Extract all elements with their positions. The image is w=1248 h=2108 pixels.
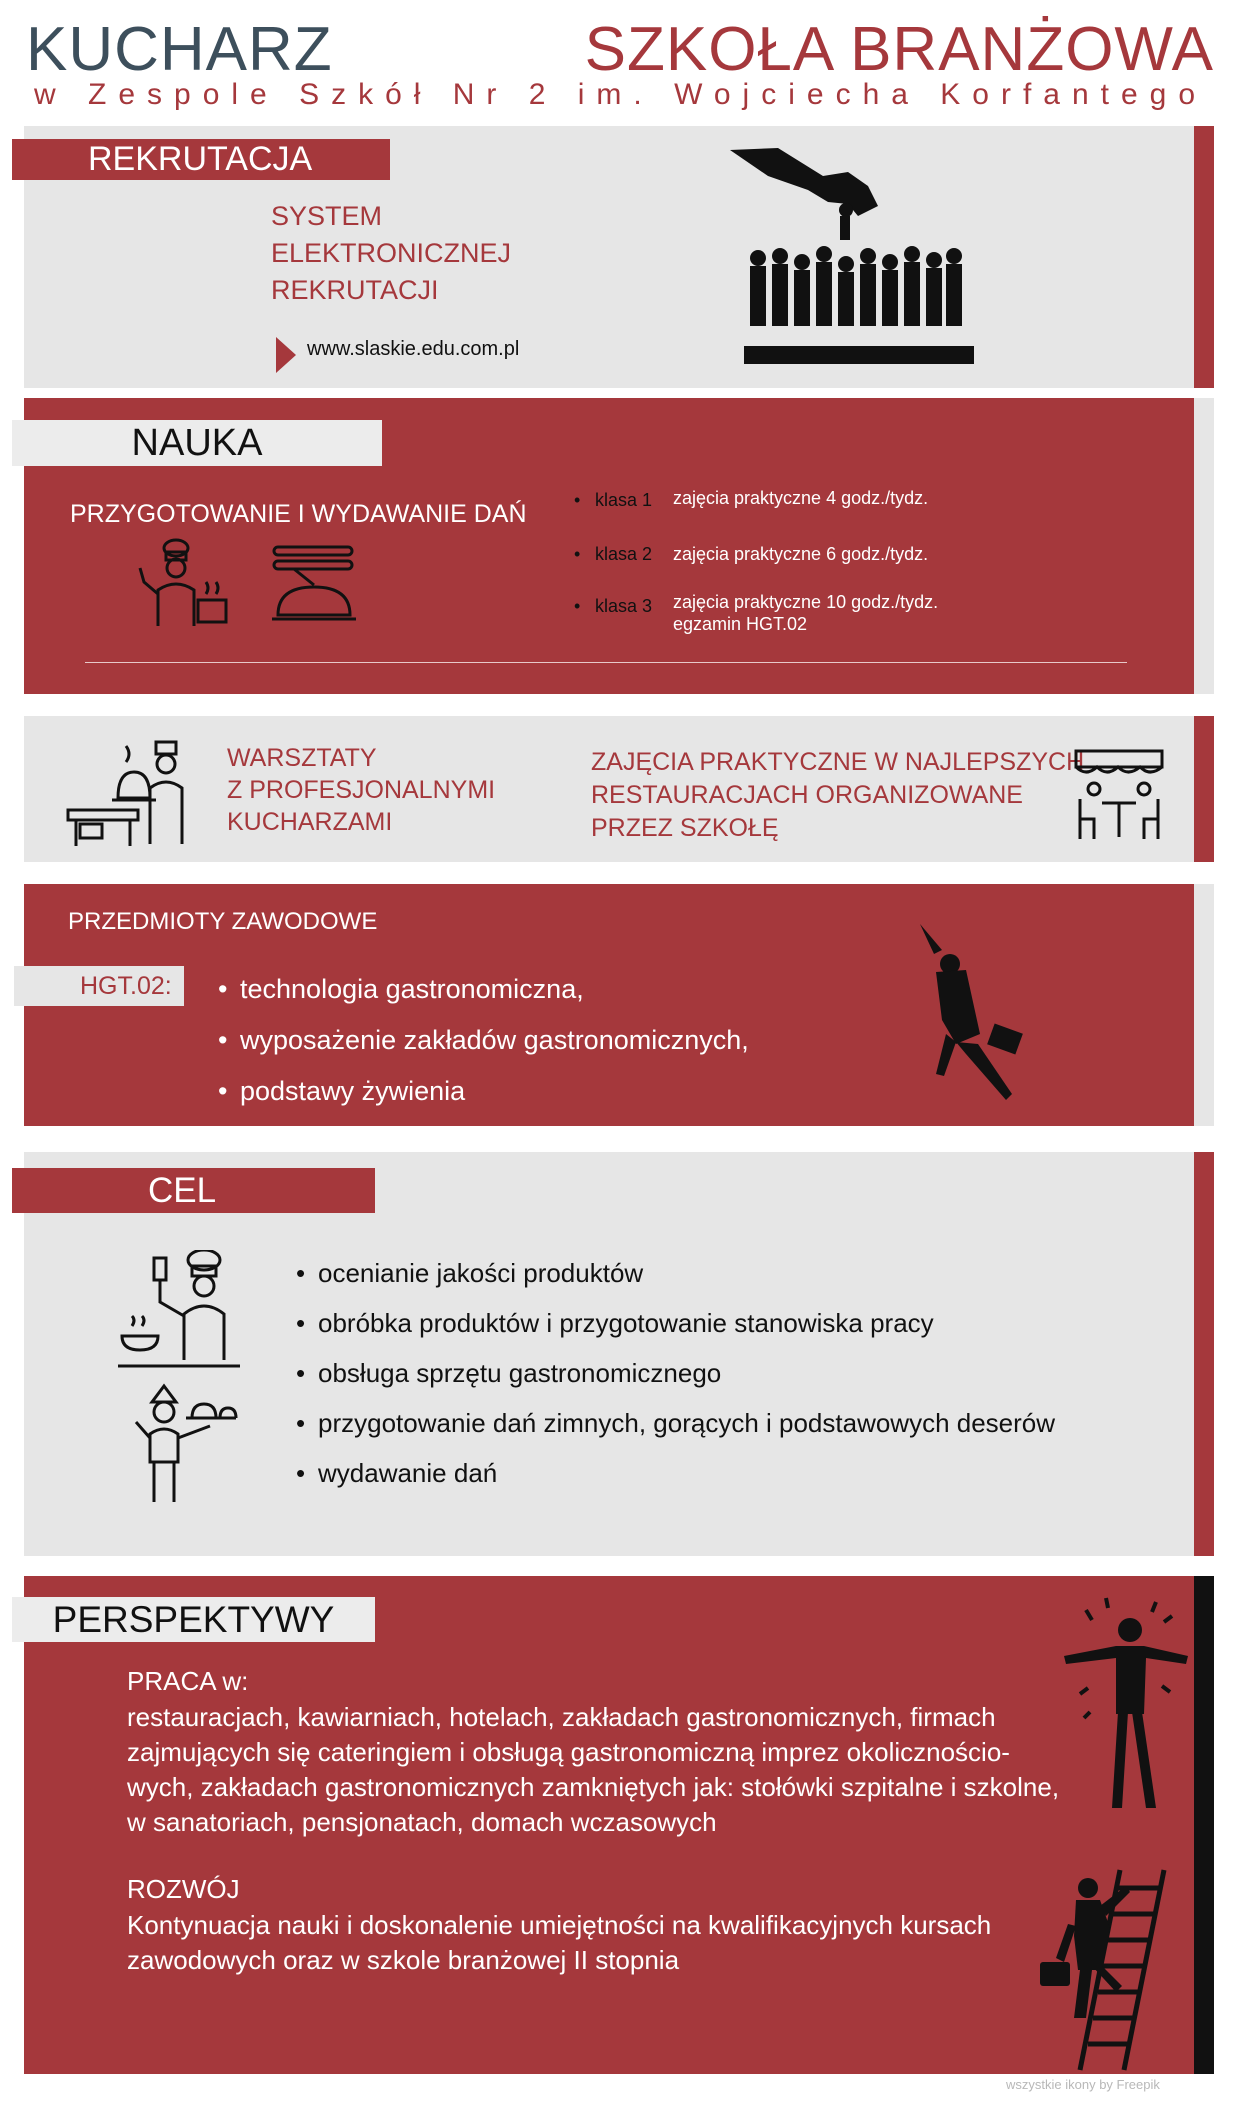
- rozwoj-line: Kontynuacja nauki i doskonalenie umiejętności na kwalifikacyjnych kursach: [127, 1910, 992, 1940]
- list-item: • obsługa sprzętu gastronomicznego: [296, 1348, 1055, 1398]
- nauka-label: NAUKA: [12, 420, 382, 466]
- warsztaty-stripe: [1194, 716, 1214, 862]
- class-name: klasa 3: [595, 596, 653, 616]
- rekrutacja-label: REKRUTACJA: [12, 139, 390, 180]
- list-item: • wyposażenie zakładów gastronomicznych,: [218, 1015, 749, 1066]
- chef-workshop-icon: [66, 738, 186, 848]
- nauka-stripe: [1194, 398, 1214, 694]
- nauka-heading: PRZYGOTOWANIE I WYDAWANIE DAŃ: [70, 500, 527, 528]
- class-extra: egzamin HGT.02: [673, 614, 808, 634]
- przedmioty-code: HGT.02:: [14, 966, 184, 1006]
- cel-stripe: [1194, 1152, 1214, 1556]
- rekrutacja-line: REKRUTACJI: [271, 275, 439, 305]
- list-item: • podstawy żywienia: [218, 1066, 749, 1117]
- divider: [85, 662, 1127, 663]
- warsztaty-left-text: [227, 742, 495, 838]
- warsztaty-line: PRZEZ SZKOŁĘ: [591, 814, 779, 842]
- praca-line: w sanatoriach, pensjonatach, domach wczasowych: [127, 1807, 717, 1837]
- warsztaty-line: WARSZTATY: [227, 744, 377, 772]
- rozwoj-line: zawodowych oraz w szkole branżowej II stopnia: [127, 1945, 680, 1975]
- arrow-right-icon: [276, 337, 296, 373]
- list-item: • technologia gastronomiczna,: [218, 964, 749, 1015]
- rekrutacja-line: ELEKTRONICZNEJ: [271, 238, 512, 268]
- praca-line: wych, zakładach gastronomicznych zamkniętych jak: stołówki szpitalne i szkolne,: [127, 1772, 1060, 1802]
- rekrutacja-text: [271, 198, 511, 309]
- warsztaty-line: RESTAURACJACH ORGANIZOWANE: [591, 781, 1023, 809]
- przedmioty-list: [218, 964, 749, 1117]
- class-name: klasa 1: [595, 490, 653, 510]
- climbing-ladder-icon: [1036, 1866, 1176, 2072]
- list-item: • obróbka produktów i przygotowanie stanowiska pracy: [296, 1298, 1055, 1348]
- cel-label: CEL: [12, 1168, 375, 1213]
- rozwoj-heading: ROZWÓJ: [127, 1874, 240, 1904]
- praca-line: restauracjach, kawiarniach, hotelach, zakładach gastronomicznych, firmach: [127, 1702, 996, 1732]
- cel-list: [296, 1248, 1055, 1498]
- perspektywy-label: PERSPEKTYWY: [12, 1597, 375, 1642]
- praca-text: [127, 1700, 1059, 1840]
- subtitle: w Zespole Szkół Nr 2 im. Wojciecha Korfantego: [34, 78, 1208, 111]
- title-left: KUCHARZ: [26, 15, 333, 84]
- rekrutacja-stripe: [1194, 126, 1214, 388]
- warsztaty-right-text: [591, 746, 1084, 845]
- warsztaty-line: KUCHARZAMI: [227, 808, 393, 836]
- serving-cloche-icon: [272, 541, 356, 625]
- perspektywy-stripe: [1194, 1576, 1214, 2074]
- przedmioty-heading: PRZEDMIOTY ZAWODOWE: [68, 908, 378, 935]
- crowd-selection-icon: [728, 146, 978, 366]
- waiter-icon: [130, 1382, 240, 1506]
- chef-grilling-icon: [118, 1250, 240, 1370]
- praca-line: zajmujących się cateringiem i obsługą gastronomiczną imprez okolicznościo-: [127, 1737, 1010, 1767]
- list-item: • wydawanie dań: [296, 1448, 1055, 1498]
- class-desc: zajęcia praktyczne 10 godz./tydz.: [673, 592, 939, 612]
- title-right: SZKOŁA BRANŻOWA: [584, 15, 1214, 84]
- list-item: • przygotowanie dań zimnych, gorących i podstawowych deserów: [296, 1398, 1055, 1448]
- celebrating-person-icon: [1060, 1594, 1192, 1814]
- rekrutacja-url[interactable]: www.slaskie.edu.com.pl: [307, 338, 520, 360]
- rekrutacja-line: SYSTEM: [271, 201, 383, 231]
- warsztaty-line: Z PROFESJONALNYMI: [227, 776, 496, 804]
- przedmioty-stripe: [1194, 884, 1214, 1126]
- list-item: • ocenianie jakości produktów: [296, 1248, 1055, 1298]
- rozwoj-text: [127, 1908, 991, 1978]
- restaurant-icon: [1074, 749, 1166, 841]
- flying-businessman-icon: [916, 924, 1036, 1104]
- warsztaty-line: ZAJĘCIA PRAKTYCZNE W NAJLEPSZYCH: [591, 748, 1085, 776]
- class-desc: zajęcia praktyczne 6 godz./tydz.: [673, 544, 929, 564]
- chef-cooking-icon: [136, 538, 236, 628]
- class-name: klasa 2: [595, 544, 653, 564]
- footer-credit: wszystkie ikony by Freepik: [1006, 2077, 1160, 2092]
- praca-heading: PRACA w:: [127, 1666, 249, 1696]
- class-desc: zajęcia praktyczne 4 godz./tydz.: [673, 488, 929, 508]
